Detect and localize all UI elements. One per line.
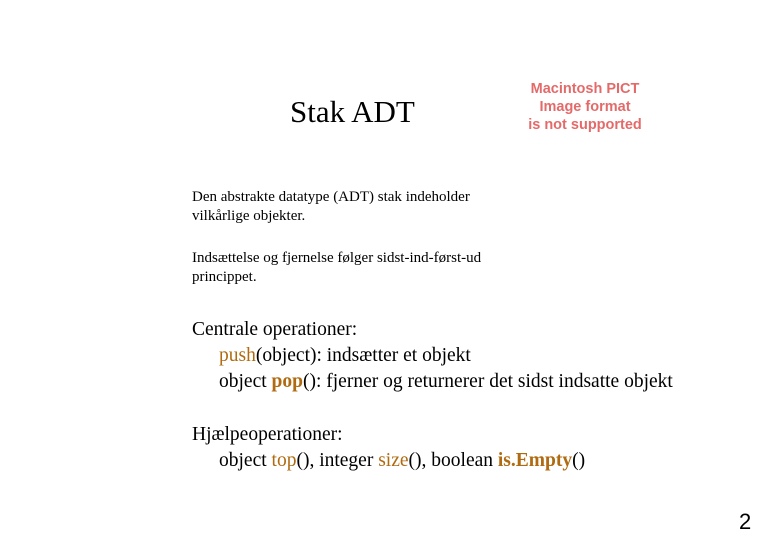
helper-operations xyxy=(192,422,585,474)
isempty-keyword: is.Empty xyxy=(497,450,573,471)
top-prefix: object xyxy=(219,450,272,471)
placeholder-line: Image format xyxy=(539,99,631,115)
unsupported-image-placeholder xyxy=(510,80,660,134)
pop-prefix: object xyxy=(219,371,272,392)
top-suffix: (), integer xyxy=(296,450,379,471)
pop-keyword: pop xyxy=(271,371,303,392)
helper-operations-heading: Hjælpeoperationer: xyxy=(192,424,343,445)
helper-operations-list xyxy=(192,448,585,474)
page-number: 2 xyxy=(739,509,752,534)
placeholder-line: is not supported xyxy=(528,117,642,133)
definition-text: indeholder xyxy=(401,189,470,205)
definition-line-1 xyxy=(192,188,470,207)
principle-line-1: Indsættelse og fjernelse følger sidst-ind-først-ud xyxy=(192,250,482,266)
push-description: (object): indsætter et objekt xyxy=(255,345,471,366)
top-keyword: top xyxy=(271,450,297,471)
push-operation xyxy=(192,343,673,369)
size-suffix: (), boolean xyxy=(408,450,498,471)
stak-keyword: stak xyxy=(377,189,402,205)
isempty-suffix: () xyxy=(572,450,586,471)
push-keyword: push xyxy=(219,345,256,366)
principle-paragraph xyxy=(192,249,481,287)
placeholder-line: Macintosh PICT xyxy=(530,81,640,97)
slide-title: Stak ADT xyxy=(290,94,415,129)
definition-text: Den abstrakte datatype (ADT) xyxy=(192,189,378,205)
central-operations xyxy=(192,317,673,395)
definition-paragraph xyxy=(192,188,470,226)
size-keyword: size xyxy=(378,450,409,471)
principle-line-2: princippet. xyxy=(192,269,257,285)
definition-line-2: vilkårlige objekter. xyxy=(192,208,306,224)
pop-description: (): fjerner og returnerer det sidst indsatte objekt xyxy=(302,371,673,392)
central-operations-heading: Centrale operationer: xyxy=(192,319,358,340)
pop-operation xyxy=(192,369,673,395)
